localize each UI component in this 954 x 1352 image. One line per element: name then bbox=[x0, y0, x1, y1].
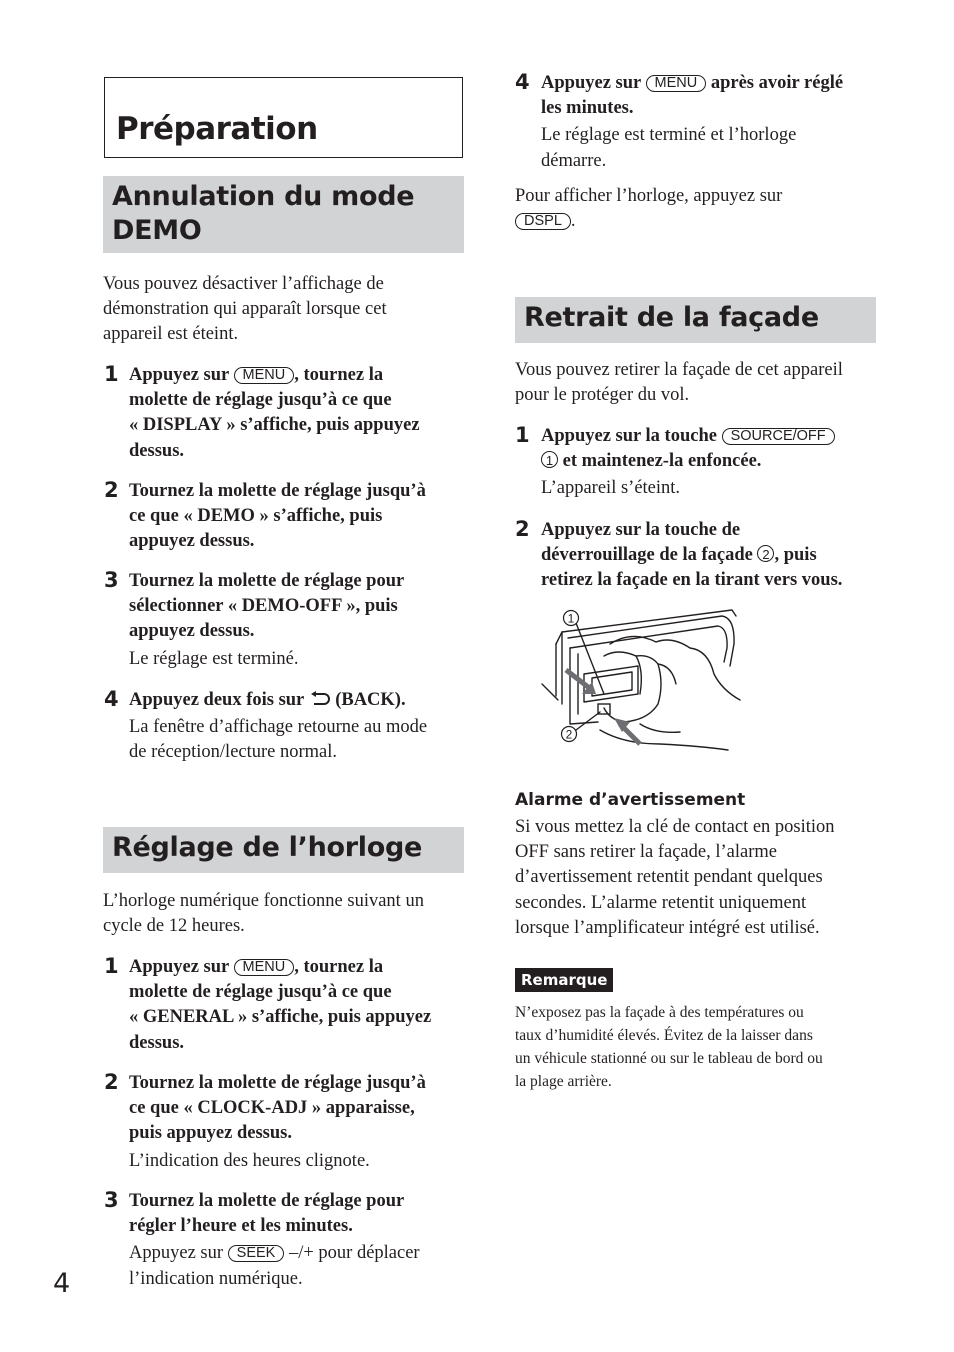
source-off-key: SOURCE/OFF bbox=[722, 428, 835, 445]
alarm-heading: Alarme d’avertissement bbox=[515, 790, 746, 810]
alarm-text bbox=[515, 815, 877, 941]
demo-intro bbox=[103, 272, 464, 348]
display-note-text: Pour afficher l’horloge, appuyez sur bbox=[515, 186, 783, 206]
step-text: , tournez la bbox=[294, 365, 384, 385]
demo-intro-line: Vous pouvez désactiver l’affichage de bbox=[103, 274, 384, 294]
step-text: dessus. bbox=[129, 1032, 185, 1053]
faceplate-step-2 bbox=[541, 518, 886, 594]
faceplate-removal-illustration bbox=[540, 604, 750, 754]
step-text: dessus. bbox=[129, 440, 185, 461]
section-heading-demo bbox=[103, 176, 464, 253]
step-text: Appuyez sur la touche bbox=[541, 426, 717, 446]
remark-label: Remarque bbox=[515, 968, 613, 992]
display-note-text: . bbox=[570, 211, 576, 232]
alarm-line: OFF sans retirer la façade, l’alarme bbox=[515, 842, 777, 863]
step-text: « GENERAL » s’affiche, puis appuyez bbox=[129, 1007, 432, 1028]
step-text: déverrouillage de la façade bbox=[541, 545, 753, 566]
step-text: appuyez dessus. bbox=[129, 621, 255, 642]
page-number: 4 bbox=[53, 1268, 71, 1299]
demo-intro-line: démonstration qui apparaît lorsque cet bbox=[103, 299, 387, 320]
step-text: Tournez la molette de réglage jusqu’à bbox=[129, 1073, 426, 1093]
step-text: Tournez la molette de réglage pour bbox=[129, 1191, 405, 1211]
clock-step-1-number: 1 bbox=[104, 954, 119, 978]
demo-step-2 bbox=[129, 479, 469, 555]
faceplate-step-1-number: 1 bbox=[515, 423, 530, 447]
step-note: L’indication des heures clignote. bbox=[129, 1150, 370, 1171]
clock-intro-line: cycle de 12 heures. bbox=[103, 916, 245, 937]
section-heading-clock-text: Réglage de l’horloge bbox=[112, 832, 423, 863]
step-text: molette de réglage jusqu’à ce que bbox=[129, 390, 392, 411]
figure-label-1: 1 bbox=[567, 611, 575, 626]
callout-2: 2 bbox=[757, 545, 774, 562]
step-text: les minutes. bbox=[541, 98, 634, 119]
demo-step-3 bbox=[129, 569, 469, 672]
step-text: régler l’heure et les minutes. bbox=[129, 1216, 353, 1237]
faceplate-step-2-number: 2 bbox=[515, 517, 530, 541]
step-note: –/+ pour déplacer bbox=[288, 1243, 420, 1264]
seek-key: SEEK bbox=[228, 1245, 285, 1262]
menu-key: MENU bbox=[234, 959, 295, 976]
step-text: , tournez la bbox=[294, 957, 384, 977]
faceplate-intro-line: pour le protéger du vol. bbox=[515, 385, 690, 406]
remark-line: taux d’humidité élevés. Évitez de la laisser dans bbox=[515, 1027, 813, 1044]
section-heading-faceplate-text: Retrait de la façade bbox=[524, 302, 819, 333]
alarm-line: secondes. L’alarme retentit uniquement bbox=[515, 892, 807, 913]
step-text: appuyez dessus. bbox=[129, 531, 255, 552]
demo-step-1-number: 1 bbox=[104, 362, 119, 386]
demo-step-1 bbox=[129, 363, 469, 464]
step-text: Appuyez sur bbox=[129, 365, 229, 385]
remark-line: la plage arrière. bbox=[515, 1073, 612, 1090]
step-text: après avoir réglé bbox=[710, 73, 844, 93]
demo-step-2-number: 2 bbox=[104, 478, 119, 502]
callout-1: 1 bbox=[541, 451, 558, 468]
step-text: ce que « DEMO » s’affiche, puis bbox=[129, 506, 383, 527]
section-heading-demo-line1: Annulation du mode bbox=[112, 181, 415, 212]
step-text: , puis bbox=[774, 545, 817, 566]
section-heading-clock bbox=[103, 827, 464, 873]
demo-step-4-number: 4 bbox=[104, 687, 119, 711]
menu-key: MENU bbox=[646, 75, 707, 92]
section-heading-faceplate bbox=[515, 297, 876, 343]
clock-step-1 bbox=[129, 955, 469, 1056]
clock-step-2 bbox=[129, 1071, 469, 1174]
step-note: L’appareil s’éteint. bbox=[541, 478, 681, 499]
step-text: « DISPLAY » s’affiche, puis appuyez bbox=[129, 415, 420, 436]
clock-step-3-number: 3 bbox=[104, 1188, 119, 1212]
figure-label-2: 2 bbox=[565, 727, 573, 742]
remark-text bbox=[515, 1001, 885, 1093]
step-note: de réception/lecture normal. bbox=[129, 742, 338, 763]
step-text: puis appuyez dessus. bbox=[129, 1123, 292, 1144]
step-text: Tournez la molette de réglage jusqu’à bbox=[129, 481, 426, 501]
step-text: Appuyez sur bbox=[129, 957, 229, 977]
alarm-line: lorsque l’amplificateur intégré est utilisé. bbox=[515, 917, 820, 938]
step-text: molette de réglage jusqu’à ce que bbox=[129, 982, 392, 1003]
dspl-key: DSPL bbox=[515, 213, 571, 230]
clock-display-note bbox=[515, 184, 877, 234]
remark-line: N’exposez pas la façade à des températures ou bbox=[515, 1004, 804, 1021]
step-note: Appuyez sur bbox=[129, 1243, 224, 1264]
step-text: retirez la façade en la tirant vers vous. bbox=[541, 570, 843, 591]
alarm-line: Si vous mettez la clé de contact en position bbox=[515, 817, 835, 837]
clock-intro-line: L’horloge numérique fonctionne suivant un bbox=[103, 891, 424, 911]
step-note: l’indication numérique. bbox=[129, 1268, 303, 1289]
faceplate-intro bbox=[515, 358, 877, 408]
back-icon bbox=[309, 690, 331, 706]
step-text: Appuyez deux fois sur bbox=[129, 690, 304, 710]
step-text: Appuyez sur bbox=[541, 73, 641, 93]
step-text: Appuyez sur la touche de bbox=[541, 520, 741, 540]
remark-line: un véhicule stationné ou sur le tableau de bord ou bbox=[515, 1050, 823, 1067]
clock-step-4-number: 4 bbox=[515, 70, 530, 94]
page-title-box bbox=[104, 77, 463, 158]
section-heading-demo-line2: DEMO bbox=[112, 215, 202, 246]
step-note: démarre. bbox=[541, 150, 607, 171]
clock-step-2-number: 2 bbox=[104, 1070, 119, 1094]
page-title: Préparation bbox=[116, 111, 318, 147]
step-text: ce que « CLOCK-ADJ » apparaisse, bbox=[129, 1098, 415, 1119]
step-note: Le réglage est terminé. bbox=[129, 648, 299, 669]
faceplate-step-1 bbox=[541, 424, 886, 502]
step-text: sélectionner « DEMO-OFF », puis bbox=[129, 596, 398, 617]
demo-step-4 bbox=[129, 688, 469, 766]
step-text: Tournez la molette de réglage pour bbox=[129, 571, 405, 591]
clock-intro bbox=[103, 889, 464, 939]
demo-intro-line: appareil est éteint. bbox=[103, 324, 239, 345]
clock-step-3 bbox=[129, 1189, 469, 1292]
step-note: La fenêtre d’affichage retourne au mode bbox=[129, 717, 428, 738]
alarm-line: d’avertissement retentit pendant quelques bbox=[515, 867, 823, 888]
demo-step-3-number: 3 bbox=[104, 568, 119, 592]
step-text: (BACK). bbox=[335, 690, 406, 710]
step-note: Le réglage est terminé et l’horloge bbox=[541, 125, 797, 146]
step-text: et maintenez-la enfoncée. bbox=[562, 451, 762, 472]
menu-key: MENU bbox=[234, 367, 295, 384]
faceplate-intro-line: Vous pouvez retirer la façade de cet appareil bbox=[515, 360, 843, 380]
clock-step-4 bbox=[541, 71, 886, 174]
